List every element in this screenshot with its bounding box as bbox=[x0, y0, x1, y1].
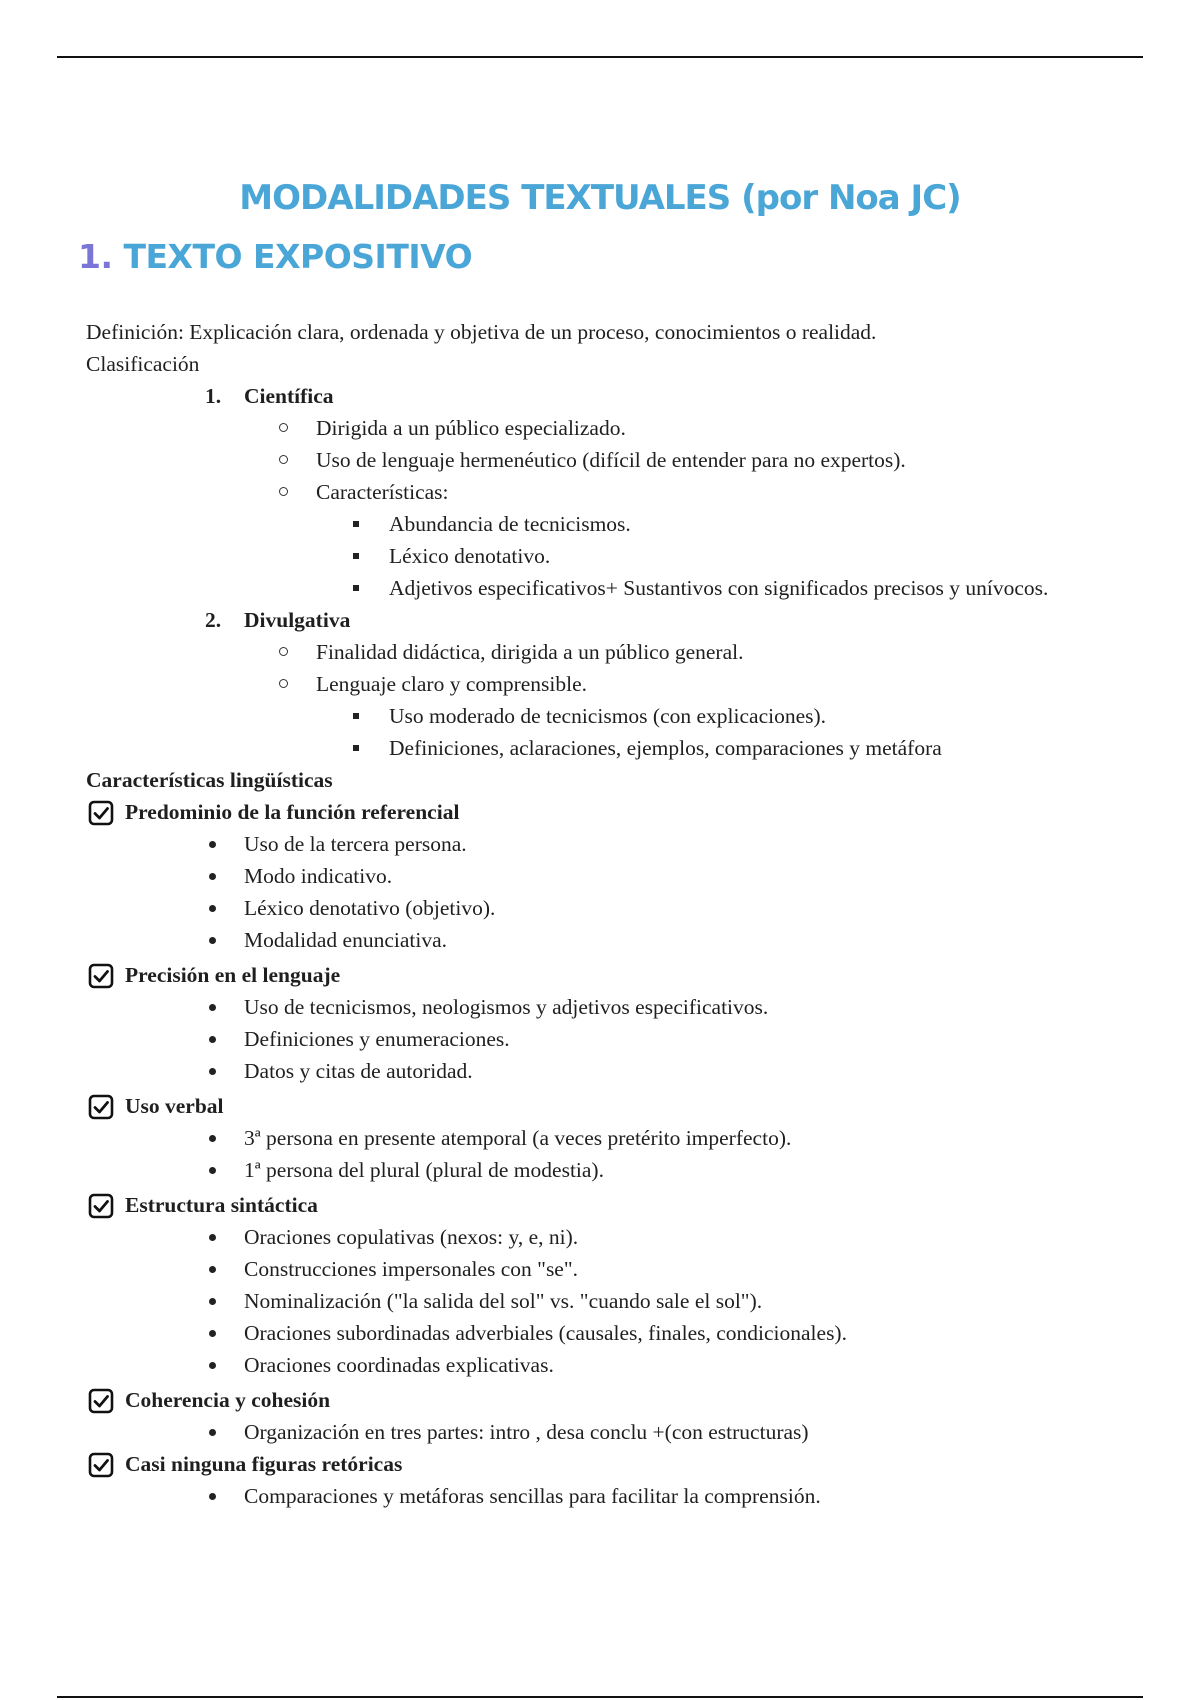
document-body bbox=[0, 316, 1200, 1512]
bullet-icon bbox=[209, 1362, 216, 1369]
bullet-icon bbox=[209, 937, 216, 944]
bullet-icon bbox=[209, 1036, 216, 1043]
checkbox-checked-icon bbox=[88, 1388, 114, 1414]
list-item-text: Lenguaje claro y comprensible. bbox=[316, 672, 588, 696]
circle-bullet-icon bbox=[279, 487, 288, 496]
section-title: TEXTO EXPOSITIVO bbox=[123, 237, 473, 276]
feature-heading-text: Estructura sintáctica bbox=[125, 1193, 318, 1217]
list-item bbox=[0, 991, 1200, 1023]
bullet-icon bbox=[209, 1330, 216, 1337]
list-item bbox=[0, 572, 1200, 604]
checkbox-checked-icon bbox=[88, 1193, 114, 1219]
top-rule bbox=[57, 56, 1143, 58]
checkbox-checked-icon bbox=[88, 800, 114, 826]
list-item-text: Abundancia de tecnicismos. bbox=[389, 512, 631, 536]
list-item bbox=[0, 732, 1200, 764]
list-item-text: Uso moderado de tecnicismos (con explicaciones). bbox=[389, 704, 827, 728]
section-heading bbox=[78, 237, 472, 276]
list-item bbox=[0, 1349, 1200, 1381]
list-item-text: Nominalización ("la salida del sol" vs. "cuando sale el sol"). bbox=[244, 1289, 763, 1313]
definition-text: Definición: Explicación clara, ordenada y objetiva de un proceso, conocimientos o realidad. bbox=[86, 320, 877, 344]
list-item bbox=[0, 1122, 1200, 1154]
list-item bbox=[0, 636, 1200, 668]
bullet-icon bbox=[209, 1167, 216, 1174]
classification-item bbox=[0, 380, 1200, 412]
bullet-icon bbox=[209, 1004, 216, 1011]
bullet-icon bbox=[209, 1493, 216, 1500]
list-item-text: Modalidad enunciativa. bbox=[244, 928, 447, 952]
checkbox-checked-icon bbox=[88, 1094, 114, 1120]
list-item-text: Comparaciones y metáforas sencillas para facilitar la comprensión. bbox=[244, 1484, 821, 1508]
list-item-text: Uso de tecnicismos, neologismos y adjetivos especificativos. bbox=[244, 995, 769, 1019]
page-title: MODALIDADES TEXTUALES (por Noa JC) bbox=[239, 178, 961, 218]
list-item bbox=[0, 1285, 1200, 1317]
feature-heading-text: Casi ninguna figuras retóricas bbox=[125, 1452, 403, 1476]
list-item-text: Definiciones y enumeraciones. bbox=[244, 1027, 510, 1051]
bullet-icon bbox=[209, 905, 216, 912]
checkbox-checked-icon bbox=[88, 1452, 114, 1478]
list-item bbox=[0, 1317, 1200, 1349]
feature-heading-text: Predominio de la función referencial bbox=[125, 800, 460, 824]
list-item-text: Oraciones subordinadas adverbiales (causales, finales, condicionales). bbox=[244, 1321, 847, 1345]
list-item bbox=[0, 1253, 1200, 1285]
list-item bbox=[0, 508, 1200, 540]
list-item bbox=[0, 1221, 1200, 1253]
list-item bbox=[0, 1023, 1200, 1055]
square-bullet-icon bbox=[353, 745, 359, 751]
list-item bbox=[0, 892, 1200, 924]
list-item bbox=[0, 700, 1200, 732]
square-bullet-icon bbox=[353, 521, 359, 527]
bullet-icon bbox=[209, 1429, 216, 1436]
list-item bbox=[0, 476, 1200, 508]
feature-heading-text: Uso verbal bbox=[125, 1094, 224, 1118]
list-item-text: Uso de la tercera persona. bbox=[244, 832, 467, 856]
bullet-icon bbox=[209, 1234, 216, 1241]
bottom-rule bbox=[57, 1696, 1143, 1698]
list-item-text: Modo indicativo. bbox=[244, 864, 393, 888]
circle-bullet-icon bbox=[279, 679, 288, 688]
feature-heading bbox=[0, 1189, 1200, 1221]
section-number: 1. bbox=[78, 237, 113, 276]
feature-heading bbox=[0, 959, 1200, 991]
circle-bullet-icon bbox=[279, 455, 288, 464]
linguistic-features-label: Características lingüísticas bbox=[86, 768, 333, 792]
bullet-icon bbox=[209, 841, 216, 848]
bullet-icon bbox=[209, 1266, 216, 1273]
list-item bbox=[0, 924, 1200, 956]
list-item-text: Datos y citas de autoridad. bbox=[244, 1059, 473, 1083]
list-item-text: Oraciones coordinadas explicativas. bbox=[244, 1353, 554, 1377]
list-item-text: Léxico denotativo. bbox=[389, 544, 551, 568]
checkbox-checked-icon bbox=[88, 963, 114, 989]
circle-bullet-icon bbox=[279, 423, 288, 432]
list-item-text: Léxico denotativo (objetivo). bbox=[244, 896, 496, 920]
list-item-text: Características: bbox=[316, 480, 449, 504]
classification-name: Científica bbox=[244, 384, 334, 408]
square-bullet-icon bbox=[353, 553, 359, 559]
circle-bullet-icon bbox=[279, 647, 288, 656]
list-item bbox=[0, 860, 1200, 892]
list-item-text: Uso de lenguaje hermenéutico (difícil de entender para no expertos). bbox=[316, 448, 906, 472]
feature-heading bbox=[0, 796, 1200, 828]
feature-heading bbox=[0, 1090, 1200, 1122]
list-item-text: Organización en tres partes: intro , desa conclu +(con estructuras) bbox=[244, 1420, 809, 1444]
bullet-icon bbox=[209, 1135, 216, 1142]
list-item bbox=[0, 1416, 1200, 1448]
list-item bbox=[0, 1480, 1200, 1512]
list-item-text: 3ª persona en presente atemporal (a veces pretérito imperfecto). bbox=[244, 1126, 792, 1150]
list-item-text: Definiciones, aclaraciones, ejemplos, comparaciones y metáfora bbox=[389, 736, 942, 760]
list-item bbox=[0, 1055, 1200, 1087]
bullet-icon bbox=[209, 1298, 216, 1305]
list-item-text: Finalidad didáctica, dirigida a un público general. bbox=[316, 640, 744, 664]
classification-label: Clasificación bbox=[86, 352, 200, 376]
bullet-icon bbox=[209, 1068, 216, 1075]
classification-name: Divulgativa bbox=[244, 608, 351, 632]
square-bullet-icon bbox=[353, 713, 359, 719]
list-item bbox=[0, 668, 1200, 700]
list-item bbox=[0, 412, 1200, 444]
list-number: 1. bbox=[205, 384, 222, 408]
square-bullet-icon bbox=[353, 585, 359, 591]
list-item-text: Adjetivos especificativos+ Sustantivos con significados precisos y unívocos. bbox=[389, 576, 1049, 600]
list-item-text: Dirigida a un público especializado. bbox=[316, 416, 626, 440]
feature-heading bbox=[0, 1448, 1200, 1480]
list-item bbox=[0, 1154, 1200, 1186]
list-item bbox=[0, 540, 1200, 572]
feature-heading-text: Precisión en el lenguaje bbox=[125, 963, 341, 987]
list-item-text: Construcciones impersonales con "se". bbox=[244, 1257, 579, 1281]
bullet-icon bbox=[209, 873, 216, 880]
classification-item bbox=[0, 604, 1200, 636]
list-item bbox=[0, 828, 1200, 860]
list-item bbox=[0, 444, 1200, 476]
list-number: 2. bbox=[205, 608, 222, 632]
feature-heading bbox=[0, 1384, 1200, 1416]
list-item-text: 1ª persona del plural (plural de modestia). bbox=[244, 1158, 604, 1182]
list-item-text: Oraciones copulativas (nexos: y, e, ni). bbox=[244, 1225, 579, 1249]
feature-heading-text: Coherencia y cohesión bbox=[125, 1388, 331, 1412]
